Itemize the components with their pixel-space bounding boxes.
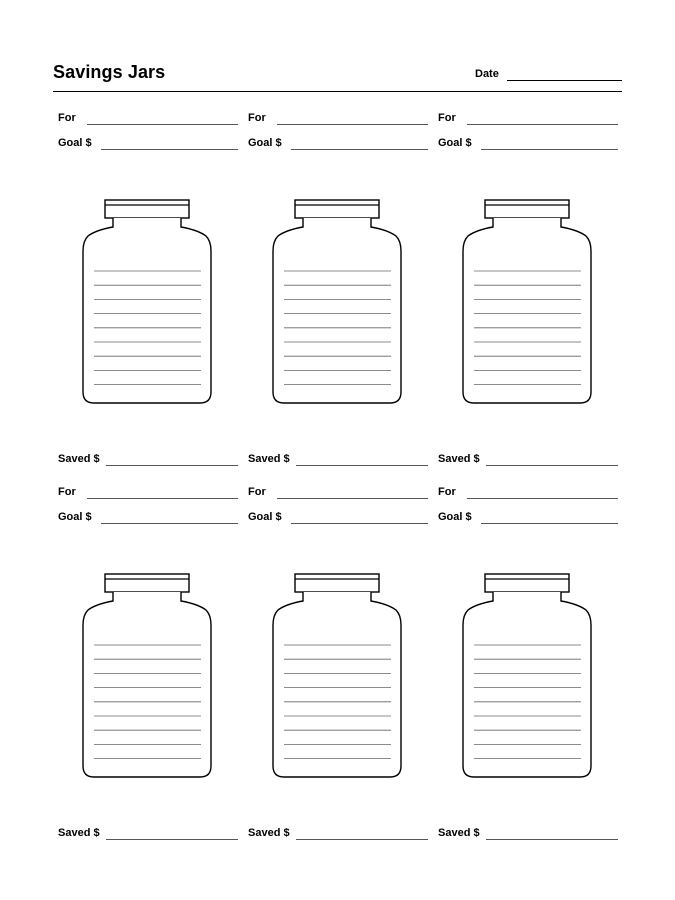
- jar-5-for-field-label: For: [248, 486, 266, 498]
- jar-body: [273, 592, 401, 777]
- jar-2-saved-field[interactable]: [248, 453, 428, 467]
- jar-2-goal-field-line[interactable]: [291, 149, 428, 150]
- jar-6-goal-field-label: Goal $: [438, 511, 472, 523]
- jar-lid: [295, 200, 379, 218]
- jar-3-goal-field[interactable]: [438, 137, 618, 151]
- jar-6-saved-field[interactable]: [438, 827, 618, 841]
- jar-body: [463, 592, 591, 777]
- jar-1-for-field-label: For: [58, 112, 76, 124]
- jar-body: [83, 218, 211, 403]
- jar-4-saved-field-label: Saved $: [58, 827, 100, 839]
- jar-3-goal-field-line[interactable]: [481, 149, 618, 150]
- jar-3-saved-field-line[interactable]: [486, 465, 618, 466]
- jar-5-saved-field-line[interactable]: [296, 839, 428, 840]
- jar-6-saved-field-line[interactable]: [486, 839, 618, 840]
- jar-6-saved-field-label: Saved $: [438, 827, 480, 839]
- jar-3-for-field[interactable]: [438, 112, 618, 126]
- jar-3-for-field-line[interactable]: [467, 124, 618, 125]
- jar-lid: [485, 200, 569, 218]
- jar-2-for-field-label: For: [248, 112, 266, 124]
- jar-lid: [295, 574, 379, 592]
- jar-1-saved-field-line[interactable]: [106, 465, 238, 466]
- jar-4-for-field[interactable]: [58, 486, 238, 500]
- jar-4-goal-field[interactable]: [58, 511, 238, 525]
- jar-2-for-field-line[interactable]: [277, 124, 428, 125]
- jar-lid: [105, 200, 189, 218]
- jar-4-saved-field[interactable]: [58, 827, 238, 841]
- jar-4: [82, 573, 212, 779]
- jar-5-goal-field-label: Goal $: [248, 511, 282, 523]
- header-divider: [53, 91, 622, 92]
- jar-1-goal-field-line[interactable]: [101, 149, 238, 150]
- jar-3-goal-field-label: Goal $: [438, 137, 472, 149]
- jar-1-goal-field[interactable]: [58, 137, 238, 151]
- jar-2-for-field[interactable]: [248, 112, 428, 126]
- jar-4-saved-field-line[interactable]: [106, 839, 238, 840]
- jar-1: [82, 199, 212, 405]
- jar-lid: [485, 574, 569, 592]
- jar-body: [463, 218, 591, 403]
- jar-1-saved-field-label: Saved $: [58, 453, 100, 465]
- jar-5-saved-field[interactable]: [248, 827, 428, 841]
- jar-lid: [105, 574, 189, 592]
- jar-4-goal-field-line[interactable]: [101, 523, 238, 524]
- jar-6-for-field[interactable]: [438, 486, 618, 500]
- jar-5-for-field[interactable]: [248, 486, 428, 500]
- jar-2: [272, 199, 402, 405]
- jar-3-saved-field[interactable]: [438, 453, 618, 467]
- jar-5-goal-field[interactable]: [248, 511, 428, 525]
- jar-4-goal-field-label: Goal $: [58, 511, 92, 523]
- jar-2-saved-field-label: Saved $: [248, 453, 290, 465]
- jar-3-saved-field-label: Saved $: [438, 453, 480, 465]
- jar-5-goal-field-line[interactable]: [291, 523, 428, 524]
- jar-body: [83, 592, 211, 777]
- jar-3-for-field-label: For: [438, 112, 456, 124]
- jar-6-for-field-label: For: [438, 486, 456, 498]
- jar-2-goal-field[interactable]: [248, 137, 428, 151]
- jar-6-goal-field-line[interactable]: [481, 523, 618, 524]
- jar-4-for-field-line[interactable]: [87, 498, 238, 499]
- jar-6: [462, 573, 592, 779]
- jar-1-for-field[interactable]: [58, 112, 238, 126]
- jar-1-saved-field[interactable]: [58, 453, 238, 467]
- jar-6-for-field-line[interactable]: [467, 498, 618, 499]
- jar-1-goal-field-label: Goal $: [58, 137, 92, 149]
- jar-3: [462, 199, 592, 405]
- jar-6-goal-field[interactable]: [438, 511, 618, 525]
- jar-5: [272, 573, 402, 779]
- date-label: Date: [475, 68, 499, 80]
- jar-2-goal-field-label: Goal $: [248, 137, 282, 149]
- jar-5-for-field-line[interactable]: [277, 498, 428, 499]
- jar-body: [273, 218, 401, 403]
- jar-1-for-field-line[interactable]: [87, 124, 238, 125]
- page-title: Savings Jars: [53, 62, 166, 82]
- date-field[interactable]: [507, 80, 622, 81]
- jar-2-saved-field-line[interactable]: [296, 465, 428, 466]
- jar-5-saved-field-label: Saved $: [248, 827, 290, 839]
- jar-4-for-field-label: For: [58, 486, 76, 498]
